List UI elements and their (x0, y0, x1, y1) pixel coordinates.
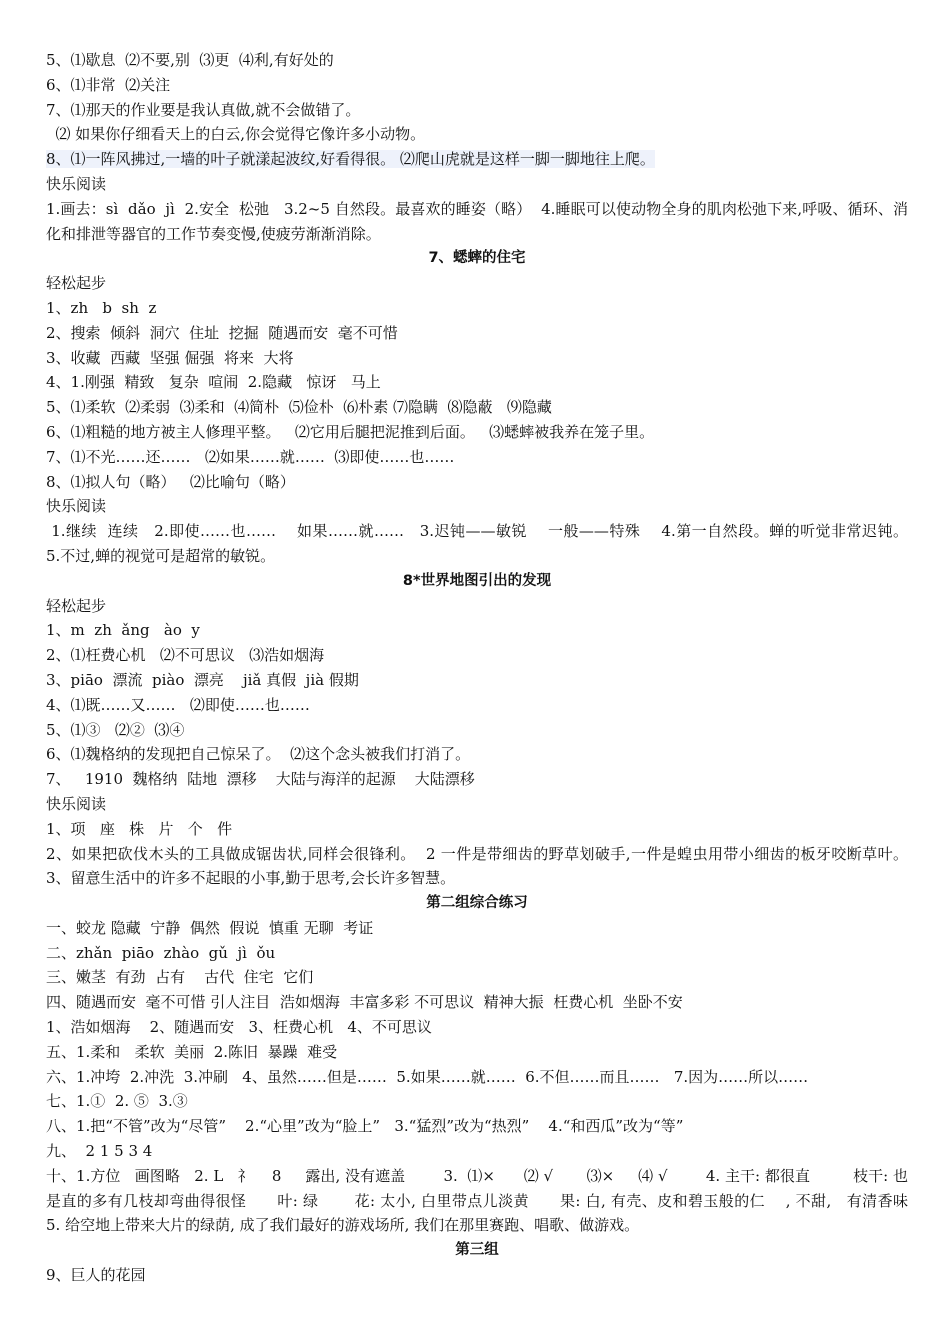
text-line: 7、⑴不光……还…… ⑵如果……就…… ⑶即使……也…… (46, 447, 455, 466)
section-heading: 7、蟋蟀的住宅 (428, 250, 526, 267)
text-line: 7、 1910 魏格纳 陆地 漂移 大陆与海洋的起源 大陆漂移 (46, 770, 475, 789)
text-line: 4、1.刚强 精致 复杂 喧闹 2.隐藏 惊讶 马上 (46, 373, 381, 392)
text-line: 4、⑴既……又…… ⑵即使……也…… (46, 695, 310, 714)
text-line: 1、m zh ǎng ào y (46, 621, 200, 640)
text-line: 8、⑴拟人句（略） ⑵比喻句（略） (46, 472, 295, 491)
text-line: 1.继续 连续 2.即使……也…… 如果……就…… 3.迟钝——敏锐 一般——特殊 4.第一自然段。蝉的听觉非常迟钝。 5.不过,蝉的视觉可是超常的敏锐。 (46, 522, 928, 565)
section-heading: 8*世界地图引出的发现 (402, 572, 552, 589)
text-line: ⑵ 如果你仔细看天上的白云,你会觉得它像许多小动物。 (46, 125, 426, 144)
text-line: 7、⑴那天的作业要是我认真做,就不会做错了。 (46, 100, 361, 119)
text-line: 6、⑴非常 ⑵关注 (46, 75, 171, 94)
document-body (46, 48, 942, 1288)
text-line: 五、1.柔和 柔软 美丽 2.陈旧 暴躁 难受 (46, 1042, 338, 1061)
text-line: 十、1.方位 画图略 2. L 礻 8 露出, 没有遮盖 3. ⑴× ⑵ √ ⑶× ⑷ √ 4. 主干: 都很直 枝干: 也是直的多有几枝却弯曲得很怪 叶: 绿 花: 太小, 白里带点儿淡黄 果: 白, 有壳、皮和碧玉般的仁 , 不甜, 有清香味 5. 给空地上带来大片的绿荫, 成了我们最好的游戏场所, 我们在那里赛跑、唱歌、做游戏。 (46, 1166, 942, 1235)
section-heading: 第二组综合练习 (426, 895, 528, 912)
text-line: 快乐阅读 (46, 174, 107, 193)
text-line: 轻松起步 (46, 596, 107, 615)
text-line: 七、1.① 2. ⑤ 3.③ (46, 1092, 188, 1111)
text-line: 5、⑴③ ⑵② ⑶④ (46, 720, 185, 739)
text-line: 5、⑴柔软 ⑵柔弱 ⑶柔和 ⑷简朴 ⑸俭朴 ⑹朴素 ⑺隐瞒 ⑻隐蔽 ⑼隐藏 (46, 398, 552, 417)
text-line: 九、 2 1 5 3 4 (46, 1142, 153, 1161)
text-line: 四、随遇而安 毫不可惜 引人注目 浩如烟海 丰富多彩 不可思议 精神大振 枉费心机 坐卧不安 (46, 993, 683, 1012)
text-line: 1、项 座 株 片 个 件 (46, 819, 233, 838)
text-line: 快乐阅读 (46, 497, 107, 516)
text-line: 1.画去：sì dǎo jì 2.安全 松弛 3.2~5 自然段。最喜欢的睡姿（略） 4.睡眠可以使动物全身的肌肉松弛下来,呼吸、循环、消化和排泄等器官的工作节奏变慢,使疲劳渐渐消除。 (46, 199, 908, 243)
text-line: 一、蛟龙 隐藏 宁静 偶然 假说 慎重 无聊 考证 (46, 918, 374, 937)
text-line: 3、piāo 漂流 piào 漂亮 jiǎ 真假 jià 假期 (46, 670, 359, 689)
text-line: 1、浩如烟海 2、随遇而安 3、枉费心机 4、不可思议 (46, 1018, 432, 1037)
text-line: 5、⑴歇息 ⑵不要,别 ⑶更 ⑷利,有好处的 (46, 51, 334, 69)
text-line: 快乐阅读 (46, 794, 107, 813)
text-line: 6、⑴魏格纳的发现把自己惊呆了。 ⑵这个念头被我们打消了。 (46, 745, 471, 764)
text-line: 6、⑴粗糙的地方被主人修理平整。 ⑵它用后腿把泥推到后面。 ⑶蟋蟀被我养在笼子里。 (46, 422, 655, 441)
text-line: 八、1.把“不管”改为“尽管” 2.“心里”改为“脸上” 3.“猛烈”改为“热烈” 4.“和西瓜”改为“等” (46, 1117, 684, 1136)
text-line: 二、zhǎn piāo zhào gǔ jì ǒu (46, 943, 276, 962)
text-line (46, 147, 908, 172)
highlighted-text: 8、⑴一阵风拂过,一墙的叶子就漾起波纹,好看得很。 ⑵爬山虎就是这样一脚一脚地往上爬。 (46, 150, 655, 169)
text-line: 三、嫩茎 有劲 占有 古代 住宅 它们 (46, 968, 314, 987)
text-line: 2、搜索 倾斜 洞穴 住址 挖掘 随遇而安 毫不可惜 (46, 323, 398, 342)
text-line: 2、如果把砍伐木头的工具做成锯齿状,同样会很锋利。 2 一件是带细齿的野草划破手,一件是蝗虫用带小细齿的板牙咬断草叶。 3、留意生活中的许多不起眼的小事,勤于思考,会长许多智慧。 (46, 844, 923, 888)
text-line: 六、1.冲垮 2.冲洗 3.冲刷 4、虽然……但是…… 5.如果……就…… 6.不但……而且…… 7.因为……所以…… (46, 1067, 809, 1086)
text-line: 轻松起步 (46, 274, 107, 293)
text-line: 2、⑴枉费心机 ⑵不可思议 ⑶浩如烟海 (46, 646, 325, 665)
text-line: 3、收藏 西藏 坚强 倔强 将来 大将 (46, 348, 294, 367)
text-line: 1、zh b sh z (46, 298, 157, 317)
section-heading: 第三组 (455, 1242, 499, 1259)
text-line: 9、巨人的花园 (46, 1266, 146, 1285)
